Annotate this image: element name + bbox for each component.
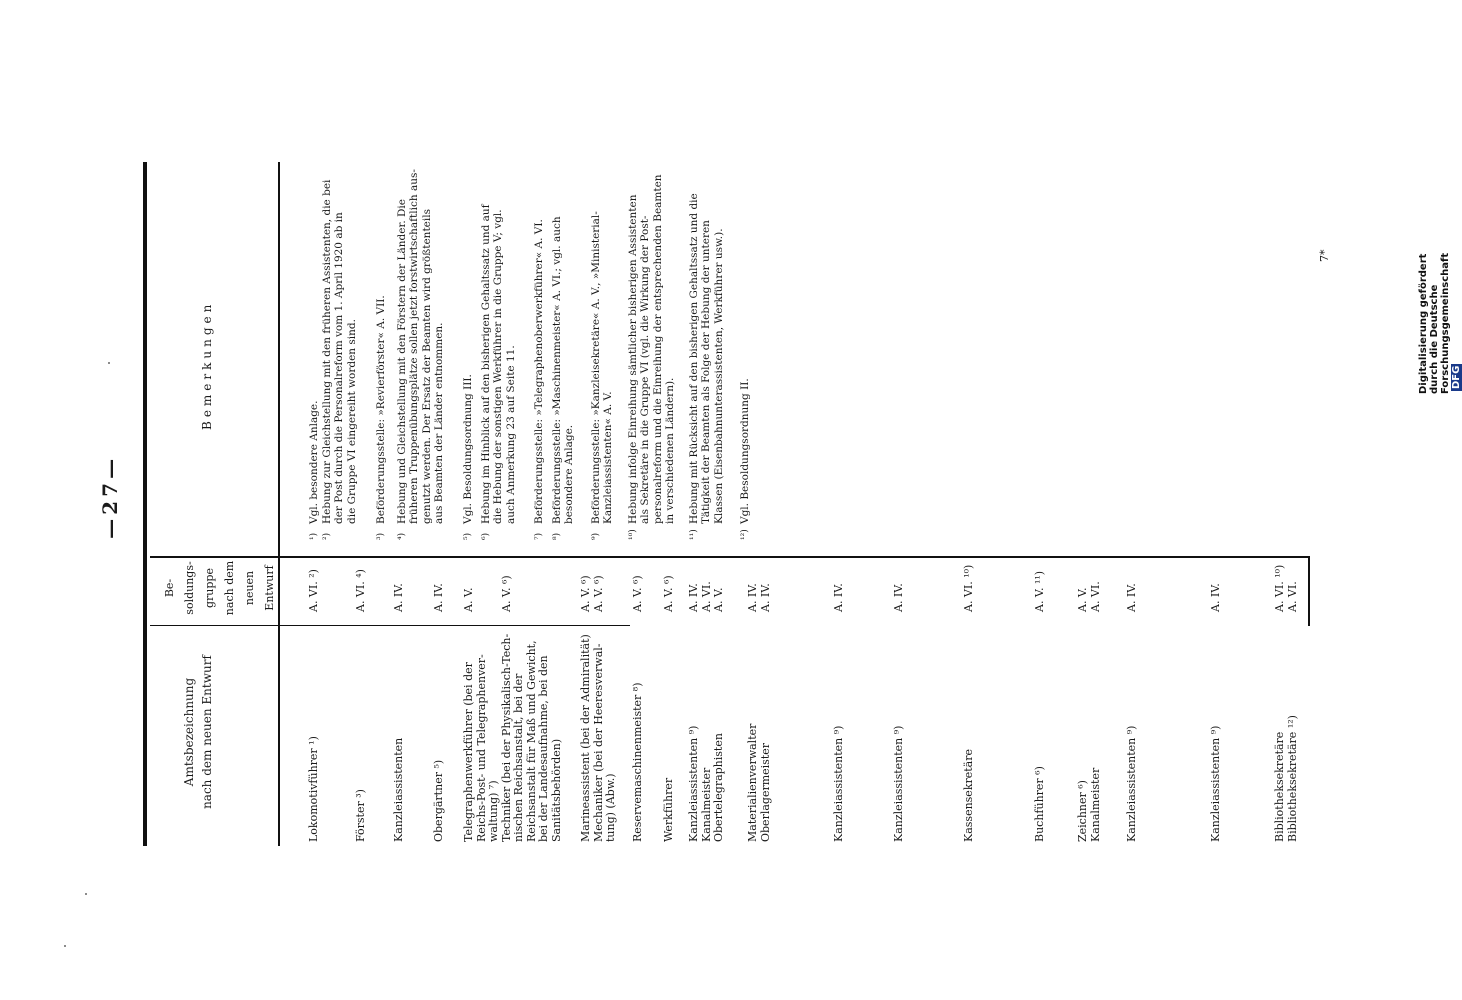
row-title: Kanzleiassistenten ⁹) Kanalmeister Obertelegraphisten <box>687 725 725 842</box>
row-group: A. IV. A. IV. <box>746 583 772 612</box>
speck <box>108 362 110 364</box>
row-title: Bibliotheksekretäre Bibliotheksekretäre ¹²) <box>1273 715 1299 842</box>
credit-text: Digitalisierung gefördert durch die Deutsche Forschungsgemeinschaft <box>1418 252 1451 394</box>
row-title: Kassensekretäre <box>962 749 975 842</box>
footnote-number: ⁶) <box>481 532 491 540</box>
row-group: A. VI. ¹⁰) <box>962 564 975 612</box>
footnote-text: Beförderungsstelle: »Telegraphenoberwerkführer« A. VI. <box>533 219 545 524</box>
row-group: A. V. A. V. ⁶) <box>462 575 513 612</box>
footnote-text: Vgl. Besoldungsordnung III. <box>462 374 474 524</box>
header-group: Be- soldungs- gruppe nach dem neuen Entwurf <box>163 560 276 616</box>
row-title: Lokomotivführer ¹) <box>307 736 320 842</box>
footnote-number: ⁹) <box>591 532 601 540</box>
row-title: Kanzleiassistenten ⁹) <box>832 725 845 842</box>
row-group: A. IV. <box>1209 583 1222 612</box>
footnote-number: ³) <box>376 532 386 540</box>
digitization-credit <box>1418 253 1462 394</box>
footnote-text: Beförderungsstelle: »Kanzleisekretäre« A. V., »Ministerial- Kanzleiassistenten« A. V. <box>590 211 615 524</box>
row-group: A. IV. <box>432 583 445 612</box>
row-title: Marineassistent (bei der Admiralität) Mechaniker (bei der Heeresverwal- tung) (Abw.) <box>579 634 617 842</box>
row-title: Telegraphenwerkführer (bei der Reichs-Post- und Telegraphenver- waltung) ⁷) Techniker (bei der Physikalisch-Tech- nischen Reichsanstalt, bei der Reichsanstalt für Maß und Gewicht, bei der Landesaufnahme, bei den Sanitätsbehörden) <box>462 633 563 842</box>
header-remarks: Bemerkungen <box>200 300 214 430</box>
row-title: Materialienverwalter Oberlagermeister <box>746 723 772 842</box>
table-top-rule <box>143 162 147 846</box>
dfg-logo: DFG <box>1451 365 1462 389</box>
row-title: Werkführer <box>662 777 675 842</box>
footnote-number: ¹) <box>309 532 319 540</box>
row-group: A. VI. ¹⁰) A. VI. <box>1273 564 1299 612</box>
header-rule <box>278 162 280 846</box>
row-group: A. V. A. VI. <box>1076 581 1102 612</box>
page-number: —27— <box>98 455 122 539</box>
column-divider-2 <box>150 556 1310 558</box>
row-title: Kanzleiassistenten ⁹) <box>892 725 905 842</box>
row-group: A. VI. ²) <box>307 569 320 612</box>
footnote-text: Beförderungsstelle: »Maschinenmeister« A. VI.; vgl. auch besondere Anlage. <box>551 216 576 524</box>
row-title: Zeichner ⁶) Kanalmeister <box>1076 767 1102 842</box>
footnote-text: Vgl. Besoldungsordnung II. <box>739 378 751 524</box>
row-title: Kanzleiassistenten ⁹) <box>1125 725 1138 842</box>
footnote-number: ¹⁰) <box>628 529 638 540</box>
header-title: Amtsbezeichnung nach dem neuen Entwurf <box>182 655 214 809</box>
footnote-number: ⁴) <box>397 532 407 540</box>
row-group: A. VI. ⁴) <box>354 569 367 612</box>
row-group: A. IV. <box>832 583 845 612</box>
signature-mark: 7* <box>1318 249 1331 262</box>
row-group: A. IV. <box>1125 583 1138 612</box>
row-group: A. IV. <box>392 583 405 612</box>
row-title: Buchführer ⁶) <box>1033 766 1046 842</box>
row-group: A. IV. A. VI. A. V. <box>687 581 725 612</box>
row-group: A. V. ⁶) <box>662 575 675 612</box>
speck <box>64 945 66 947</box>
footnote-number: ¹²) <box>740 529 750 540</box>
footnote-number: ²) <box>322 532 332 540</box>
row-title: Kanzleiassistenten ⁹) <box>1209 725 1222 842</box>
footnote-number: ⁸) <box>552 532 562 540</box>
page-number-value: 27 <box>98 479 122 515</box>
footnote-text: Hebung infolge Einreihung sämtlicher bisherigen Assistenten als Sekretäre in die Gruppe VI (vgl. die Wirkung der Post- personalreform und die Einreihung der entsprechenden Beamten in verschiedenen Ländern). <box>627 174 676 524</box>
footnote-text: Hebung mit Rücksicht auf den bisherigen Gehaltssatz und die Tätigkeit der Beamten als Folge der Hebung der unteren Klassen (Eisenbahnunterassistenten, Werkführer usw.). <box>688 193 725 524</box>
footnote-number: ⁷) <box>534 532 544 540</box>
column-divider-3 <box>1308 556 1310 626</box>
row-group: A. V. ¹¹) <box>1033 570 1046 612</box>
footnote-text: Hebung zur Gleichstellung mit den früheren Assistenten, die bei der Post durch die Personalreform vom 1. April 1920 ab in die Gruppe VI eingereiht worden sind. <box>321 179 358 524</box>
footnote-text: Vgl. besondere Anlage. <box>308 400 320 524</box>
row-group: A. V. ⁶) <box>631 575 644 612</box>
row-title: Förster ³) <box>354 789 367 842</box>
column-divider-1 <box>150 625 630 626</box>
footnote-text: Hebung im Hinblick auf den bisherigen Gehaltssatz und auf die Hebung der sonstigen Werkführer in die Gruppe V; vgl. auch Anmerkung 23 auf Seite 11. <box>480 204 517 524</box>
footnote-text: Hebung und Gleichstellung mit den Förstern der Länder. Die früheren Truppenübungsplätze sollen jetzt forstwirtschaftlich aus- genutzt werden. Der Ersatz der Beamten wird größtenteils aus Beamten der Länder entnommen. <box>396 169 445 524</box>
row-title: Kanzleiassistenten <box>392 737 405 842</box>
row-title: Obergärtner ⁵) <box>432 759 445 842</box>
row-title: Reservemaschinenmeister ⁸) <box>631 682 644 842</box>
row-group: A. V. ⁶) A. V. ⁶) <box>579 575 605 612</box>
speck <box>85 893 87 895</box>
footnote-number: ⁵) <box>463 532 473 540</box>
footnote-number: ¹¹) <box>689 529 699 540</box>
footnote-text: Beförderungsstelle: »Revierförster« A. VII. <box>375 295 387 524</box>
row-group: A. IV. <box>892 583 905 612</box>
